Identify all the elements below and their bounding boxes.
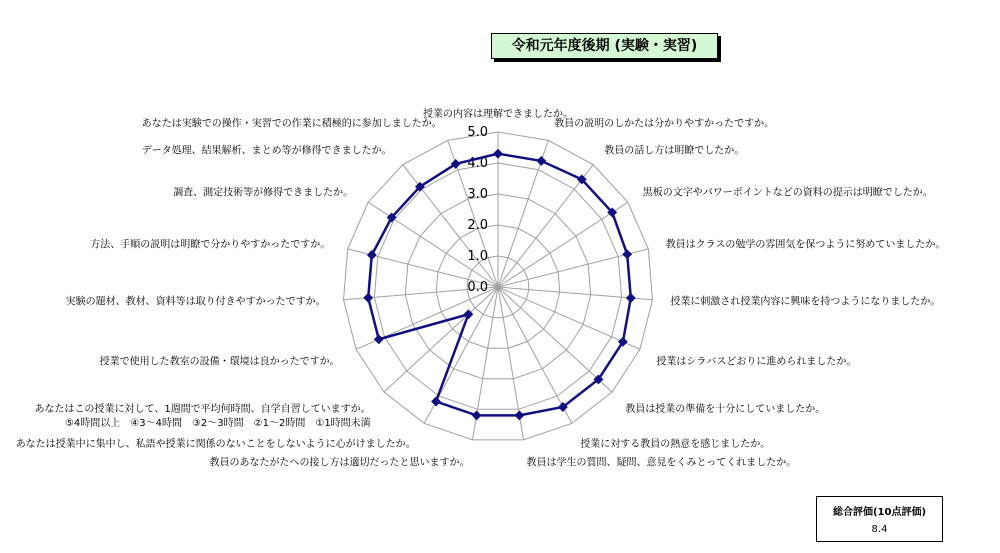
tick-label: 3.0 bbox=[467, 187, 488, 202]
category-label: 授業に対する教員の熱意を感じましたか。 bbox=[580, 439, 771, 451]
data-point bbox=[622, 249, 632, 259]
category-label: 黒板の文字やパワーポイントなどの資料の提示は明瞭でしたか。 bbox=[642, 187, 933, 199]
tick-label: 1.0 bbox=[467, 249, 488, 264]
data-point bbox=[374, 334, 384, 344]
grid-spoke bbox=[368, 202, 498, 287]
category-label: 授業の内容は理解できましたか。 bbox=[423, 109, 573, 120]
category-label: あなたは授業中に集中し、私語や授業に関係のないことをしないように心がけましたか。 bbox=[15, 439, 416, 451]
category-label: 授業に刺激され授業内容に興味を持つようになりましたか。 bbox=[670, 296, 941, 308]
category-label: 教員は授業の準備を十分にしていましたか。 bbox=[625, 404, 826, 416]
data-point bbox=[363, 293, 373, 303]
category-label: 教員のあなたがたへの接し方は適切だったと思いますか。 bbox=[209, 457, 470, 469]
category-label: あなたはこの授業に対して、1週間で平均何時間、自学自習していますか。 ⑤4時間以上 ④3～4時間 ③2～3時間 ②1～2時間 ①1時間未満 bbox=[34, 404, 371, 430]
category-label: 授業はシラバスどおりに進められましたか。 bbox=[656, 356, 857, 368]
grid-spoke bbox=[498, 202, 628, 287]
radar-grid bbox=[344, 132, 653, 440]
data-point bbox=[626, 293, 636, 303]
grid-spoke bbox=[384, 287, 498, 392]
data-point bbox=[493, 149, 503, 159]
data-point bbox=[367, 250, 377, 260]
overall-score-box bbox=[816, 496, 943, 542]
tick-label: 0.0 bbox=[467, 280, 488, 295]
tick-label: 5.0 bbox=[467, 125, 488, 140]
chart-title: 令和元年度後期 (実験・実習) bbox=[491, 33, 718, 59]
category-label: あなたは実験での操作・実習での作業に積極的に参加しましたか。 bbox=[141, 118, 442, 130]
category-label: 教員の説明のしかたは分かりやすかったですか。 bbox=[554, 118, 775, 130]
category-label: 教員は学生の質問、疑問、意見をくみとってくれましたか。 bbox=[526, 457, 797, 469]
data-point bbox=[514, 410, 524, 420]
category-label: データ処理、結果解析、まとめ等が修得できましたか。 bbox=[141, 145, 392, 157]
data-point bbox=[536, 156, 546, 166]
grid-spoke bbox=[498, 287, 640, 349]
grid-spoke bbox=[498, 165, 593, 287]
category-label: 授業で使用した教室の設備・環境は良かったですか。 bbox=[99, 356, 340, 368]
category-label: 教員の話し方は明瞭でしたか。 bbox=[604, 145, 745, 157]
category-label: 教員はクラスの勉学の雰囲気を保つように努めていましたか。 bbox=[665, 239, 946, 251]
data-point bbox=[472, 410, 482, 420]
overall-score-value: 8.4 bbox=[871, 524, 888, 535]
data-point bbox=[431, 397, 441, 407]
tick-label: 4.0 bbox=[467, 156, 488, 171]
tick-label: 2.0 bbox=[467, 218, 488, 233]
category-label: 方法、手順の説明は明瞭で分かりやすかったですか。 bbox=[90, 239, 331, 251]
overall-score-label: 総合評価(10点評価) bbox=[832, 507, 927, 518]
grid-spoke bbox=[498, 287, 612, 392]
category-label: 調査、測定技術等が修得できましたか。 bbox=[173, 187, 354, 199]
category-label: 実験の題材、教材、資料等は取り付きやすかったですか。 bbox=[65, 296, 326, 308]
